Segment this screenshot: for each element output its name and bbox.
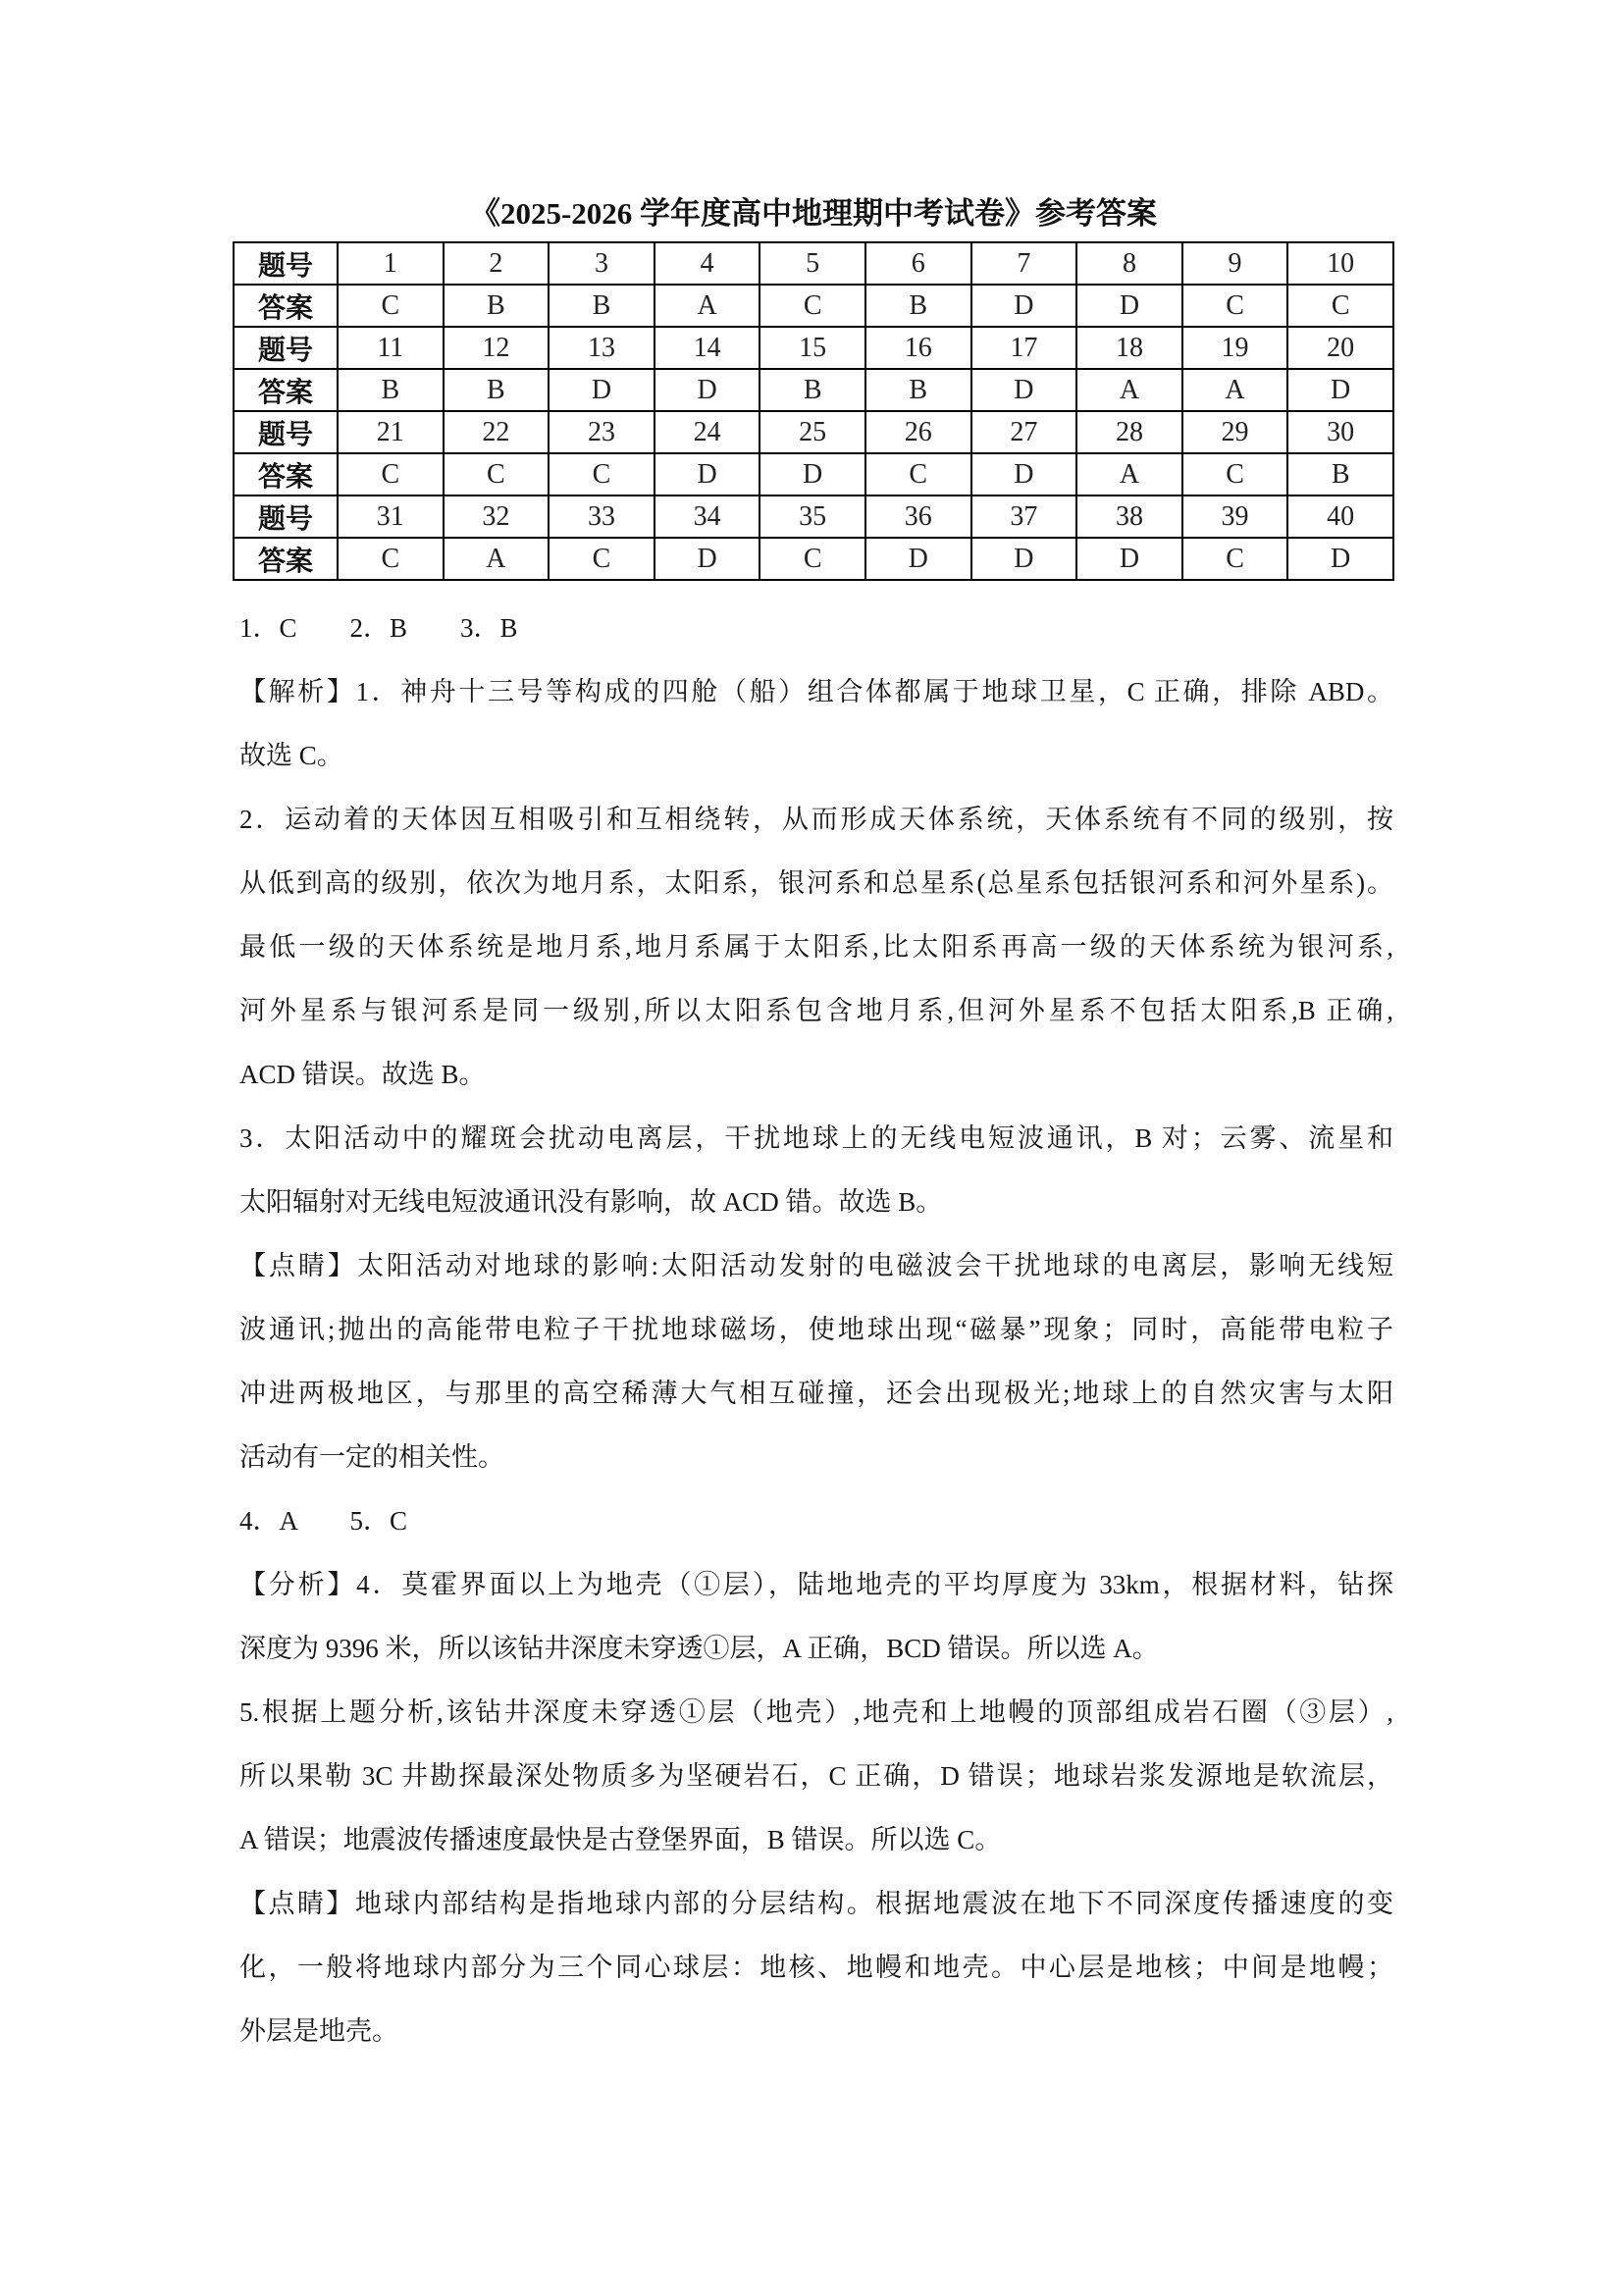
explanation-line: 所以果勒 3C 井勘探最深处物质多为坚硬岩石，C 正确，D 错误；地球岩浆发源地是软流层，: [239, 1761, 1393, 1791]
answer-cell: C: [760, 538, 865, 580]
row-header-label: 题号: [234, 242, 338, 285]
question-number-cell: 27: [971, 411, 1077, 453]
answer-cell: D: [655, 369, 760, 411]
answer-cell: C: [549, 538, 655, 580]
answer-cell: C: [1287, 285, 1393, 327]
answer-cell: D: [971, 369, 1077, 411]
question-number-cell: 30: [1287, 411, 1393, 453]
explanation-line: 从低到高的级别，依次为地月系，太阳系，银河系和总星系(总星系包括银河系和河外星系)。: [239, 868, 1393, 898]
explanation-line: 2．运动着的天体因互相吸引和互相绕转，从而形成天体系统，天体系统有不同的级别，按: [239, 805, 1393, 834]
answer-cell: D: [971, 285, 1077, 327]
answer-table-body: [234, 242, 1393, 580]
question-number-cell: 25: [760, 411, 865, 453]
question-number-cell: 39: [1182, 496, 1288, 538]
page-title: 《2025-2026 学年度高中地理期中考试卷》参考答案: [469, 196, 1158, 231]
row-header-label: 答案: [234, 369, 338, 411]
question-number-cell: 17: [971, 327, 1077, 369]
question-number-cell: 37: [971, 496, 1077, 538]
explanation-line: 5.根据上题分析,该钻井深度未穿透①层（地壳）,地壳和上地幔的顶部组成岩石圈（③层）,: [239, 1697, 1393, 1727]
answer-cell: B: [444, 369, 550, 411]
answer-cell: C: [1182, 538, 1288, 580]
answer-cell: A: [1076, 369, 1182, 411]
explanation-line: 【点睛】太阳活动对地球的影响:太阳活动发射的电磁波会干扰地球的电离层，影响无线短: [239, 1251, 1393, 1280]
row-header-label: 答案: [234, 285, 338, 327]
answer-cell: B: [444, 285, 550, 327]
question-number-cell: 10: [1287, 242, 1393, 285]
question-number-cell: 34: [655, 496, 760, 538]
question-number-cell: 18: [1076, 327, 1182, 369]
question-number-cell: 6: [865, 242, 971, 285]
question-number-cell: 14: [655, 327, 760, 369]
answer-cell: C: [549, 453, 655, 496]
question-number-row: [234, 242, 1393, 285]
answer-row: [234, 538, 1393, 580]
answer-cell: C: [760, 285, 865, 327]
question-number-cell: 13: [549, 327, 655, 369]
explanation-line: 冲进两极地区，与那里的高空稀薄大气相互碰撞，还会出现极光;地球上的自然灾害与太阳: [239, 1379, 1393, 1408]
explanation-line: 【解析】1．神舟十三号等构成的四舱（船）组合体都属于地球卫星，C 正确，排除 ABD。: [239, 677, 1393, 706]
question-number-cell: 32: [444, 496, 550, 538]
answer-cell: D: [1287, 538, 1393, 580]
explanation-line: 故选 C。: [239, 741, 343, 770]
explanation-line: 最低一级的天体系统是地月系,地月系属于太阳系,比太阳系再高一级的天体系统为银河系,: [239, 932, 1393, 962]
answer-cell: A: [1076, 453, 1182, 496]
question-number-cell: 8: [1076, 242, 1182, 285]
answer-cell: C: [338, 453, 444, 496]
question-number-cell: 23: [549, 411, 655, 453]
answer-cell: B: [549, 285, 655, 327]
question-number-cell: 24: [655, 411, 760, 453]
answer-explanations: [239, 597, 1393, 2063]
row-header-label: 题号: [234, 327, 338, 369]
answer-cell: C: [444, 453, 550, 496]
explanation-line: ACD 错误。故选 B。: [239, 1060, 486, 1089]
explanation-line: 3．太阳活动中的耀斑会扰动电离层，干扰地球上的无线电短波通讯，B 对；云雾、流星和: [239, 1123, 1393, 1153]
explanation-line: 深度为 9396 米，所以该钻井深度未穿透①层，A 正确，BCD 错误。所以选 A。: [239, 1634, 1159, 1663]
answer-cell: B: [760, 369, 865, 411]
answer-cell: D: [1076, 538, 1182, 580]
answer-cell: C: [338, 538, 444, 580]
explanation-line: 活动有一定的相关性。: [239, 1442, 504, 1472]
question-number-cell: 5: [760, 242, 865, 285]
question-number-cell: 35: [760, 496, 865, 538]
question-number-cell: 28: [1076, 411, 1182, 453]
question-number-cell: 29: [1182, 411, 1288, 453]
question-number-cell: 40: [1287, 496, 1393, 538]
answer-cell: D: [971, 453, 1077, 496]
question-number-row: [234, 411, 1393, 453]
answer-cell: C: [338, 285, 444, 327]
answer-row: [234, 285, 1393, 327]
answer-cell: B: [338, 369, 444, 411]
explanation-line: A 错误；地震波传播速度最快是古登堡界面，B 错误。所以选 C。: [239, 1825, 1002, 1854]
question-number-row: [234, 496, 1393, 538]
explanation-line: 化，一般将地球内部分为三个同心球层：地核、地幔和地壳。中心层是地核；中间是地幔；: [239, 1953, 1393, 1982]
row-header-label: 答案: [234, 453, 338, 496]
question-number-cell: 36: [865, 496, 971, 538]
question-number-cell: 7: [971, 242, 1077, 285]
question-number-cell: 31: [338, 496, 444, 538]
question-number-cell: 26: [865, 411, 971, 453]
answer-row: [234, 453, 1393, 496]
question-number-row: [234, 327, 1393, 369]
answer-cell: D: [971, 538, 1077, 580]
answer-cell: D: [655, 538, 760, 580]
answer-cell: D: [655, 453, 760, 496]
explanation-line: 外层是地壳。: [239, 2016, 398, 2046]
answer-cell: A: [444, 538, 550, 580]
question-number-cell: 1: [338, 242, 444, 285]
explanation-line: 【分析】4．莫霍界面以上为地壳（①层），陆地地壳的平均厚度为 33km，根据材料，钻探: [239, 1570, 1393, 1599]
explanation-line: 河外星系与银河系是同一级别,所以太阳系包含地月系,但河外星系不包括太阳系,B 正确,: [239, 996, 1393, 1025]
question-number-cell: 12: [444, 327, 550, 369]
answer-cell: D: [1076, 285, 1182, 327]
question-number-cell: 9: [1182, 242, 1288, 285]
question-number-cell: 38: [1076, 496, 1182, 538]
explanation-line: 4．A 5．C: [239, 1506, 408, 1536]
question-number-cell: 15: [760, 327, 865, 369]
question-number-cell: 3: [549, 242, 655, 285]
question-number-cell: 4: [655, 242, 760, 285]
answer-cell: B: [1287, 453, 1393, 496]
answer-cell: B: [865, 285, 971, 327]
answer-cell: A: [655, 285, 760, 327]
explanation-line: 【点睛】地球内部结构是指地球内部的分层结构。根据地震波在地下不同深度传播速度的变: [239, 1889, 1393, 1918]
answer-row: [234, 369, 1393, 411]
answer-cell: C: [1182, 453, 1288, 496]
explanation-line: 太阳辐射对无线电短波通讯没有影响，故 ACD 错。故选 B。: [239, 1187, 943, 1217]
row-header-label: 题号: [234, 496, 338, 538]
question-number-cell: 16: [865, 327, 971, 369]
explanation-line: 波通讯;抛出的高能带电粒子干扰地球磁场，使地球出现“磁暴”现象；同时，高能带电粒子: [239, 1315, 1393, 1344]
question-number-cell: 21: [338, 411, 444, 453]
question-number-cell: 20: [1287, 327, 1393, 369]
row-header-label: 题号: [234, 411, 338, 453]
explanation-line: 1．C 2．B 3．B: [239, 613, 518, 643]
answer-cell: C: [865, 453, 971, 496]
answer-cell: D: [760, 453, 865, 496]
question-number-cell: 22: [444, 411, 550, 453]
answer-cell: D: [1287, 369, 1393, 411]
answer-table: [233, 241, 1394, 581]
answer-cell: D: [865, 538, 971, 580]
question-number-cell: 33: [549, 496, 655, 538]
answer-cell: B: [865, 369, 971, 411]
answer-cell: C: [1182, 285, 1288, 327]
answer-cell: D: [549, 369, 655, 411]
question-number-cell: 2: [444, 242, 550, 285]
row-header-label: 答案: [234, 538, 338, 580]
question-number-cell: 19: [1182, 327, 1288, 369]
answer-cell: A: [1182, 369, 1288, 411]
question-number-cell: 11: [338, 327, 444, 369]
